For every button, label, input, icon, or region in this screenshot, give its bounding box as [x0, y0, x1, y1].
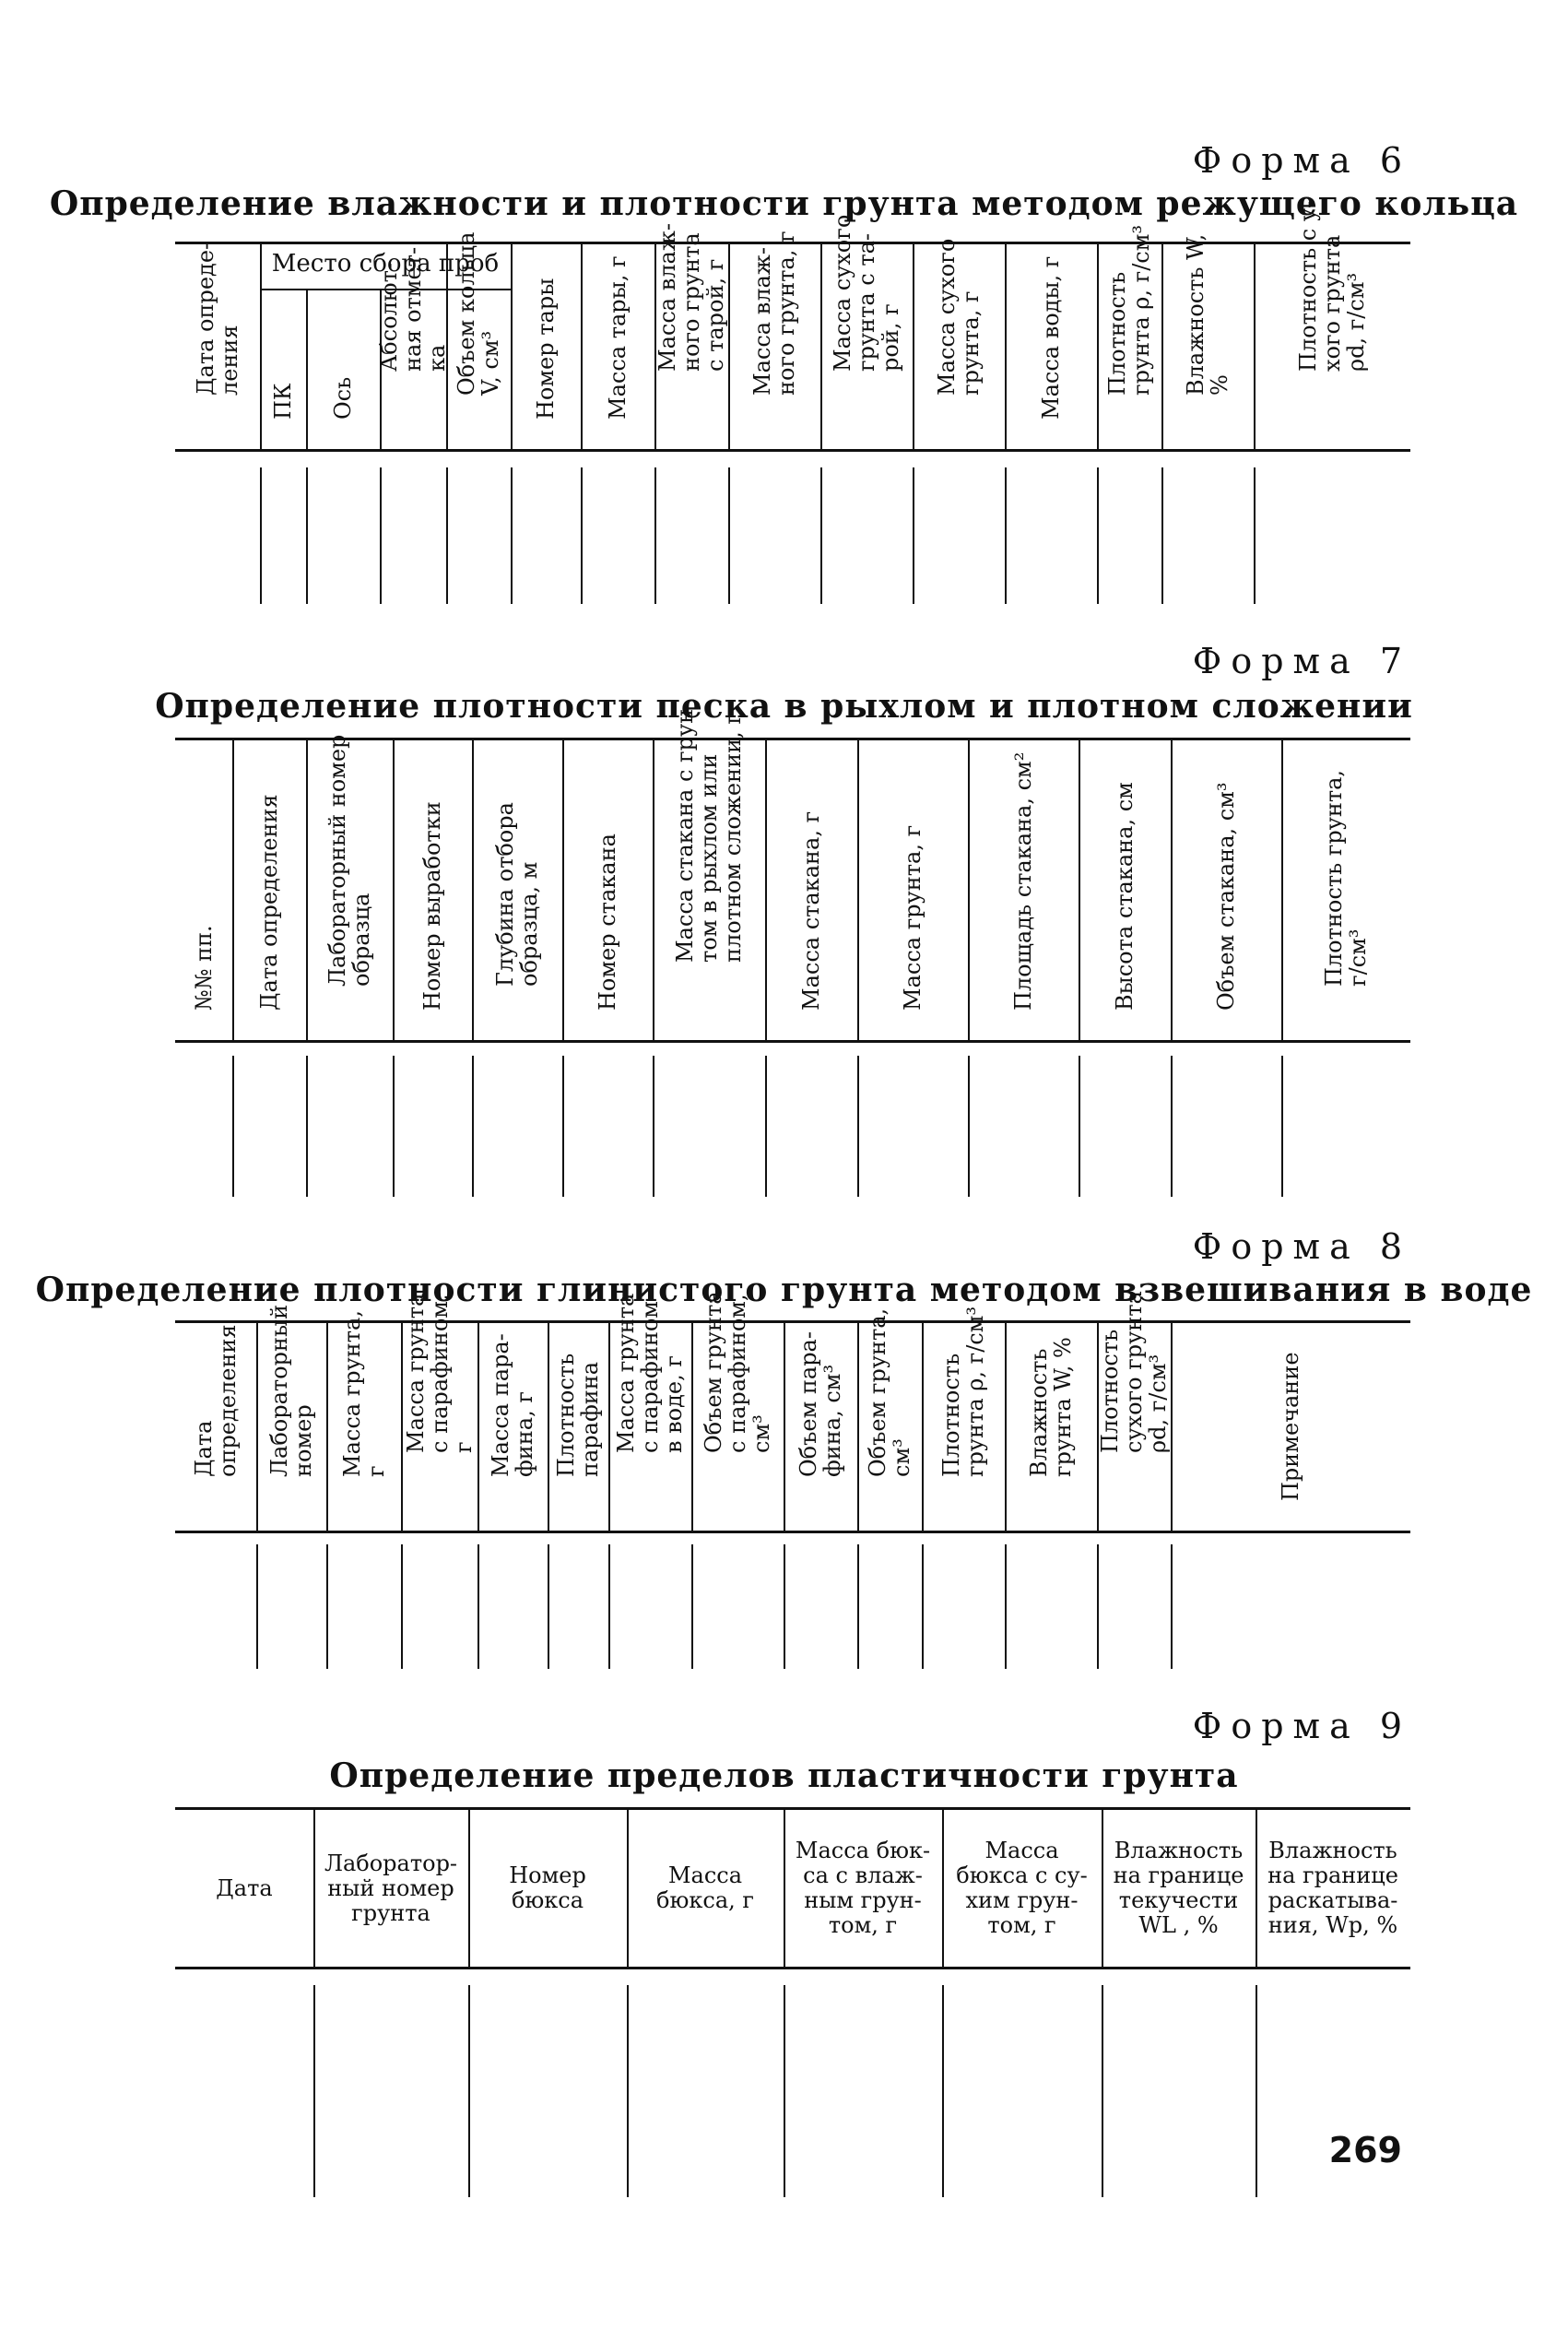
form6-header-divider [581, 244, 583, 449]
form7-header-label-9: Масса грунта, г [900, 824, 925, 1011]
form7-header-col-13 [1281, 740, 1410, 1040]
form8-column-rule [256, 1544, 258, 1669]
form7-header-label-10: Площадь стакана, см² [1010, 751, 1036, 1011]
form6-header-label-12: Масса воды, г [1038, 255, 1064, 420]
form8-header-col-9 [784, 1323, 857, 1531]
form6-column-rule [446, 467, 448, 604]
form8-header-label-13: Плотность сухого грунта ρd, г/см³ [1097, 1291, 1171, 1453]
form6-column-rule [1254, 467, 1256, 604]
form8-column-rule [784, 1544, 785, 1669]
form6-header-col-5 [446, 231, 511, 449]
form9-header-divider [468, 1810, 470, 1967]
form6-header-label-2: ПК [270, 383, 296, 420]
form7-header-col-1 [175, 740, 232, 1040]
form9-header-label-6: Масса бюкса с су- хим грун- том, г [956, 1838, 1088, 1938]
form7-header-divider [232, 740, 234, 1040]
form7-header-divider [857, 740, 859, 1040]
form9-column-rule [468, 1985, 470, 2197]
form8-header-divider [256, 1323, 258, 1531]
form6-header-divider [380, 290, 382, 449]
form9-header-divider [784, 1810, 785, 1967]
form6-header-label-9: Масса влаж- ного грунта, г [749, 231, 799, 396]
form7-header-col-11 [1079, 740, 1171, 1040]
form7-column-rule [232, 1056, 234, 1197]
form9-header-col-4 [627, 1810, 784, 1967]
form7-header-divider [472, 740, 474, 1040]
form9-header-label-4: Масса бюкса, г [656, 1862, 754, 1913]
form8-header-col-4 [401, 1293, 477, 1531]
form7-header-col-10 [968, 740, 1079, 1040]
form6-column-rule [654, 467, 656, 604]
form9-header-col-8 [1256, 1810, 1410, 1967]
form8-label: Форма 8 [1192, 1226, 1411, 1267]
form8-column-rule [608, 1544, 610, 1669]
form6-header-label-10: Масса сухого грунта с та- рой, г [830, 214, 903, 372]
form8-column-rule [857, 1544, 859, 1669]
form6-column-rule [306, 467, 308, 604]
form8-header-col-5 [477, 1323, 548, 1531]
form8-column-rule [548, 1544, 549, 1669]
form8-table [175, 1291, 1410, 1669]
form9-header-divider [627, 1810, 629, 1967]
form9-header-divider [313, 1810, 315, 1967]
form6-header-divider [1005, 244, 1007, 449]
form6-header-col-13 [1097, 224, 1161, 449]
form7-header-label-1: №№ пп. [191, 925, 217, 1011]
form7-header-label-8: Масса стакана, г [798, 810, 824, 1011]
form9-header-col-1 [175, 1810, 313, 1967]
form9-header-divider [1256, 1810, 1257, 1967]
form8-header-divider [922, 1323, 924, 1531]
form9-header-col-2 [313, 1810, 468, 1967]
form6-header-divider [446, 244, 448, 449]
form8-header-label-4: Масса грунта с парафином, г [402, 1293, 477, 1453]
form6-header-col-2 [260, 290, 306, 449]
form7-header-col-7 [653, 701, 765, 1040]
form6-header-label-14: Влажность W, % [1183, 233, 1232, 396]
form6-header-label-13: Плотность грунта ρ, г/см³ [1104, 224, 1154, 396]
form6-header-col-3 [306, 290, 380, 449]
form6-header-label-5: Объем кольца V, см³ [454, 231, 503, 396]
form9-header-label-2: Лаборатор- ный номер грунта [324, 1850, 458, 1926]
form6-column-rule [511, 467, 513, 604]
form9-column-rule [942, 1985, 944, 2197]
form9-header-label-8: Влажность на границе раскатыва- ния, Wp, % [1267, 1838, 1398, 1938]
form8-header-label-2: Лабораторный номер [266, 1304, 316, 1477]
form6-header-divider [1254, 244, 1256, 449]
form6-header-label-8: Масса влаж- ного грунта с тарой, г [654, 223, 728, 372]
form7-header-col-4 [393, 740, 472, 1040]
form7-column-rule [968, 1056, 970, 1197]
form8-header-label-5: Масса пара- фина, г [488, 1333, 537, 1477]
form8-column-rule [326, 1544, 328, 1669]
form6-header-divider [511, 244, 513, 449]
form8-header-divider [326, 1323, 328, 1531]
form6-title: Определение влажности и плотности грунта методом режущего кольца [49, 184, 1519, 223]
form7-header-col-8 [765, 740, 857, 1040]
form6-header-col-10 [820, 214, 913, 449]
form6-header-label-11: Масса сухого грунта, г [934, 238, 984, 396]
form9-column-rule [627, 1985, 629, 2197]
form8-title: Определение плотности глинистого грунта методом взвешивания в воде [35, 1271, 1533, 1309]
form8-header-divider [857, 1323, 859, 1531]
form7-column-rule [857, 1056, 859, 1197]
form7-column-rule [765, 1056, 767, 1197]
form7-header-divider [1079, 740, 1080, 1040]
form6-header-divider [306, 290, 308, 449]
form6-column-rule [1161, 467, 1163, 604]
form8-column-rule [1005, 1544, 1007, 1669]
form6-label: Форма 6 [1192, 140, 1411, 181]
form6-header-col-14 [1161, 233, 1254, 449]
form6-header-divider [820, 244, 822, 449]
form9-label: Форма 9 [1192, 1706, 1411, 1746]
form7-column-rule [1079, 1056, 1080, 1197]
form7-header-divider [1281, 740, 1283, 1040]
form8-header-col-3 [326, 1310, 401, 1531]
form8-header-divider [608, 1323, 610, 1531]
form6-header-label-7: Масса тары, г [605, 255, 631, 420]
form8-header-col-7 [608, 1293, 691, 1531]
form8-header-col-6 [548, 1323, 608, 1531]
form8-header-col-13 [1097, 1291, 1171, 1531]
form7-header-label-3: Лабораторный номер образца [324, 734, 374, 987]
form9-header-col-3 [468, 1810, 627, 1967]
form8-header-col-10 [857, 1307, 922, 1531]
form8-header-label-7: Масса грунта с парафином в воде, г [613, 1293, 687, 1453]
form8-column-rule [1097, 1544, 1099, 1669]
form8-header-divider [477, 1323, 479, 1531]
form8-header-divider [1005, 1323, 1007, 1531]
form6-column-rule [581, 467, 583, 604]
form9-table [175, 1807, 1410, 2197]
form6-header-divider [1097, 244, 1099, 449]
form6-header-label-3: Ось [330, 376, 356, 420]
form8-header-label-12: Влажность грунта W, % [1026, 1337, 1076, 1477]
form6-column-rule [728, 467, 730, 604]
form7-header-col-2 [232, 740, 306, 1040]
form7-column-rule [1171, 1056, 1173, 1197]
form7-header-col-6 [562, 740, 653, 1040]
form8-header-label-6: Плотность парафина [553, 1353, 603, 1477]
form6-header-divider [654, 244, 656, 449]
form7-title: Определение плотности песка в рыхлом и плотном сложении [155, 687, 1413, 726]
form7-header-label-12: Объем стакана, см³ [1213, 782, 1239, 1011]
form7-header-col-3 [306, 734, 393, 1040]
form7-header-divider [393, 740, 395, 1040]
form7-header-label-2: Дата определения [256, 794, 282, 1011]
form6-header-label-4: Абсолют- ная отмет- ка [376, 246, 450, 372]
form8-header-col-8 [691, 1291, 784, 1531]
form7-header-divider [562, 740, 564, 1040]
form6-column-rule [260, 467, 262, 604]
form6-header-divider [260, 244, 262, 449]
form9-column-rule [1256, 1985, 1257, 2197]
form9-header-col-6 [942, 1810, 1102, 1967]
form6-table [175, 200, 1410, 604]
form9-header-divider [942, 1810, 944, 1967]
form6-group-header: Место сбора проб [271, 250, 500, 278]
form6-header-divider [728, 244, 730, 449]
form7-header-divider [306, 740, 308, 1040]
form6-column-rule [820, 467, 822, 604]
form6-header-col-11 [913, 238, 1005, 449]
page-number: 269 [1328, 2130, 1402, 2170]
form6-header-col-4 [376, 246, 450, 449]
form6-header-label-6: Номер тары [533, 278, 559, 420]
form8-header-label-14: Примечание [1278, 1352, 1303, 1501]
form8-header-divider [548, 1323, 549, 1531]
form7-column-rule [393, 1056, 395, 1197]
form7-column-rule [1281, 1056, 1283, 1197]
form8-column-rule [1171, 1544, 1173, 1669]
form7-header-col-12 [1171, 740, 1281, 1040]
form9-column-rule [784, 1985, 785, 2197]
form8-header-col-11 [922, 1306, 1005, 1531]
form8-column-rule [401, 1544, 403, 1669]
form7-header-divider [1171, 740, 1173, 1040]
form9-header-col-5 [784, 1810, 942, 1967]
form7-header-label-11: Высота стакана, см [1112, 782, 1138, 1011]
form6-header-col-9 [728, 231, 820, 449]
form6-column-rule [380, 467, 382, 604]
form7-header-divider [765, 740, 767, 1040]
form8-column-rule [691, 1544, 693, 1669]
form8-header-label-9: Объем пара- фина, см³ [796, 1331, 845, 1477]
form8-header-col-14 [1171, 1323, 1410, 1531]
form7-header-label-7: Масса стакана с грун- том в рыхлом или плотном сложении, г [672, 701, 746, 963]
form7-header-col-5 [472, 740, 562, 1040]
form7-header-label-4: Номер выработки [419, 801, 445, 1011]
form8-header-col-1 [175, 1323, 256, 1531]
form9-header-label-5: Масса бюк- са с влаж- ным грун- том, г [795, 1838, 931, 1938]
form6-header-divider [913, 244, 914, 449]
form7-column-rule [306, 1056, 308, 1197]
form7-header-label-6: Номер стакана [595, 834, 620, 1011]
form9-header-label-3: Номер бюкса [509, 1862, 586, 1913]
form8-header-label-8: Объем грунта с парафином, см³ [701, 1291, 774, 1453]
form9-header-label-7: Влажность на границе текучести WL , % [1113, 1838, 1244, 1938]
form8-column-rule [477, 1544, 479, 1669]
form8-header-divider [691, 1323, 693, 1531]
form7-label: Форма 7 [1192, 641, 1411, 681]
form6-header-col-1 [175, 244, 260, 449]
form8-header-divider [401, 1323, 403, 1531]
form6-header-col-6 [511, 244, 581, 449]
form6-column-rule [913, 467, 914, 604]
form6-header-col-8 [654, 223, 728, 449]
form9-header-label-1: Дата [216, 1874, 273, 1901]
form8-header-col-2 [256, 1304, 326, 1531]
form9-title: Определение пределов пластичности грунта [329, 1756, 1239, 1795]
form7-header-label-5: Глубина отбора образца, м [492, 802, 542, 987]
form7-header-divider [653, 740, 654, 1040]
form7-header-label-13: Плотность грунта, г/см³ [1321, 769, 1371, 987]
form6-header-col-15 [1254, 200, 1410, 449]
form8-column-rule [922, 1544, 924, 1669]
form9-column-rule [1102, 1985, 1103, 2197]
form9-column-rule [313, 1985, 315, 2197]
form6-header-label-15: Плотность с у- хого грунта ρd, г/см³ [1295, 200, 1369, 372]
form7-header-divider [968, 740, 970, 1040]
form8-header-col-12 [1005, 1323, 1097, 1531]
form7-header-col-9 [857, 740, 968, 1040]
form8-header-label-11: Плотность грунта ρ, г/см³ [938, 1306, 988, 1477]
form7-column-rule [562, 1056, 564, 1197]
form8-header-divider [1097, 1323, 1099, 1531]
form6-column-rule [1005, 467, 1007, 604]
form9-header-divider [1102, 1810, 1103, 1967]
form9-header-col-7 [1102, 1810, 1256, 1967]
form6-header-col-12 [1005, 244, 1097, 449]
form7-column-rule [472, 1056, 474, 1197]
form6-header-col-7 [581, 244, 654, 449]
form7-column-rule [653, 1056, 654, 1197]
form8-header-divider [784, 1323, 785, 1531]
form8-header-label-1: Дата определения [191, 1324, 241, 1477]
form8-header-label-10: Объем грунта, см³ [865, 1307, 914, 1477]
form6-header-divider [1161, 244, 1163, 449]
form8-header-divider [1171, 1323, 1173, 1531]
form6-column-rule [1097, 467, 1099, 604]
form6-header-label-1: Дата опреде- ления [193, 242, 242, 396]
form8-header-label-3: Масса грунта, г [338, 1310, 389, 1477]
